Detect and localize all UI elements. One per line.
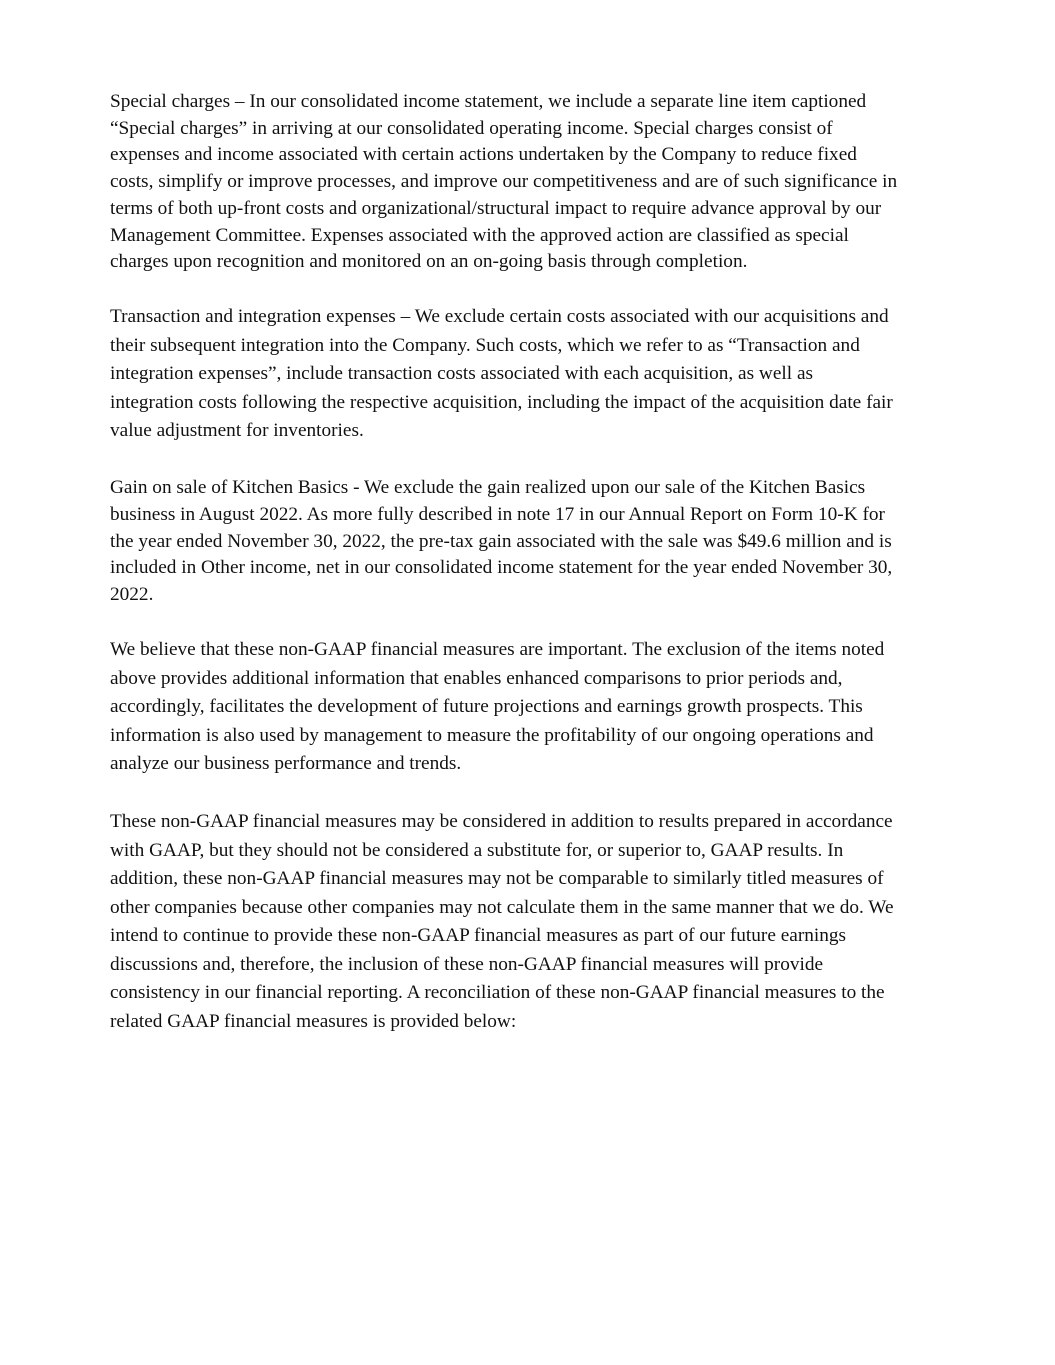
text-line: We believe that these non-GAAP financial measures are important. The exclusion of the items noted — [110, 639, 885, 660]
text-line: business in August 2022. As more fully described in note 17 in our Annual Report on Form 10-K for — [110, 503, 885, 525]
non-gaap-disclaimer-paragraph — [110, 808, 1010, 1036]
text-line: value adjustment for inventories. — [110, 420, 364, 441]
text-line: included in Other income, net in our consolidated income statement for the year ended November 30, — [110, 557, 893, 579]
text-line: with GAAP, but they should not be considered a substitute for, or superior to, GAAP results. In — [110, 839, 844, 861]
text-line: Special charges – In our consolidated income statement, we include a separate line item captioned — [110, 91, 867, 112]
text-line: accordingly, facilitates the development of future projections and earnings growth prospects. This — [110, 696, 863, 717]
text-line: the year ended November 30, 2022, the pre-tax gain associated with the sale was $49.6 million and is — [110, 530, 892, 552]
text-line: 2022. — [110, 584, 154, 605]
text-line: analyze our business performance and trends. — [110, 753, 462, 774]
text-line: expenses and income associated with certain actions undertaken by the Company to reduce fixed — [110, 144, 857, 166]
text-line: terms of both up-front costs and organizational/structural impact to require advance approval by our — [110, 197, 882, 219]
text-line: addition, these non-GAAP financial measures may not be comparable to similarly titled measures of — [110, 868, 884, 889]
transaction-integration-paragraph — [110, 303, 1010, 446]
kitchen-basics-paragraph — [110, 475, 1010, 609]
text-line: costs, simplify or improve processes, and improve our competitiveness and are of such significance in — [110, 171, 898, 193]
text-line: related GAAP financial measures is provided below: — [110, 1010, 517, 1032]
special-charges-paragraph — [110, 89, 1010, 276]
text-line: These non-GAAP financial measures may be considered in addition to results prepared in accordance — [110, 811, 893, 832]
text-line: Management Committee. Expenses associated with the approved action are classified as special — [110, 224, 849, 246]
text-line: above provides additional information that enables enhanced comparisons to prior periods and, — [110, 667, 843, 689]
text-line: Transaction and integration expenses – We exclude certain costs associated with our acquisitions and — [110, 306, 889, 327]
text-line: integration costs following the respective acquisition, including the impact of the acquisition date fair — [110, 391, 893, 413]
text-line: Gain on sale of Kitchen Basics - We exclude the gain realized upon our sale of the Kitchen Basics — [110, 477, 866, 498]
text-line: charges upon recognition and monitored on an on-going basis through completion. — [110, 251, 748, 273]
text-line: consistency in our financial reporting. A reconciliation of these non-GAAP financial measures to the — [110, 982, 885, 1003]
importance-paragraph — [110, 636, 1010, 779]
text-line: intend to continue to provide these non-GAAP financial measures as part of our future earnings — [110, 925, 847, 946]
text-line: discussions and, therefore, the inclusion of these non-GAAP financial measures will provide — [110, 953, 824, 975]
text-line: integration expenses”, include transaction costs associated with each acquisition, as well as — [110, 363, 814, 384]
text-line: information is also used by management to measure the profitability of our ongoing operations and — [110, 724, 874, 746]
text-line: other companies because other companies may not calculate them in the same manner that we do. We — [110, 896, 894, 918]
text-line: “Special charges” in arriving at our consolidated operating income. Special charges consist of — [110, 117, 833, 139]
text-line: their subsequent integration into the Company. Such costs, which we refer to as “Transaction and — [110, 334, 860, 356]
